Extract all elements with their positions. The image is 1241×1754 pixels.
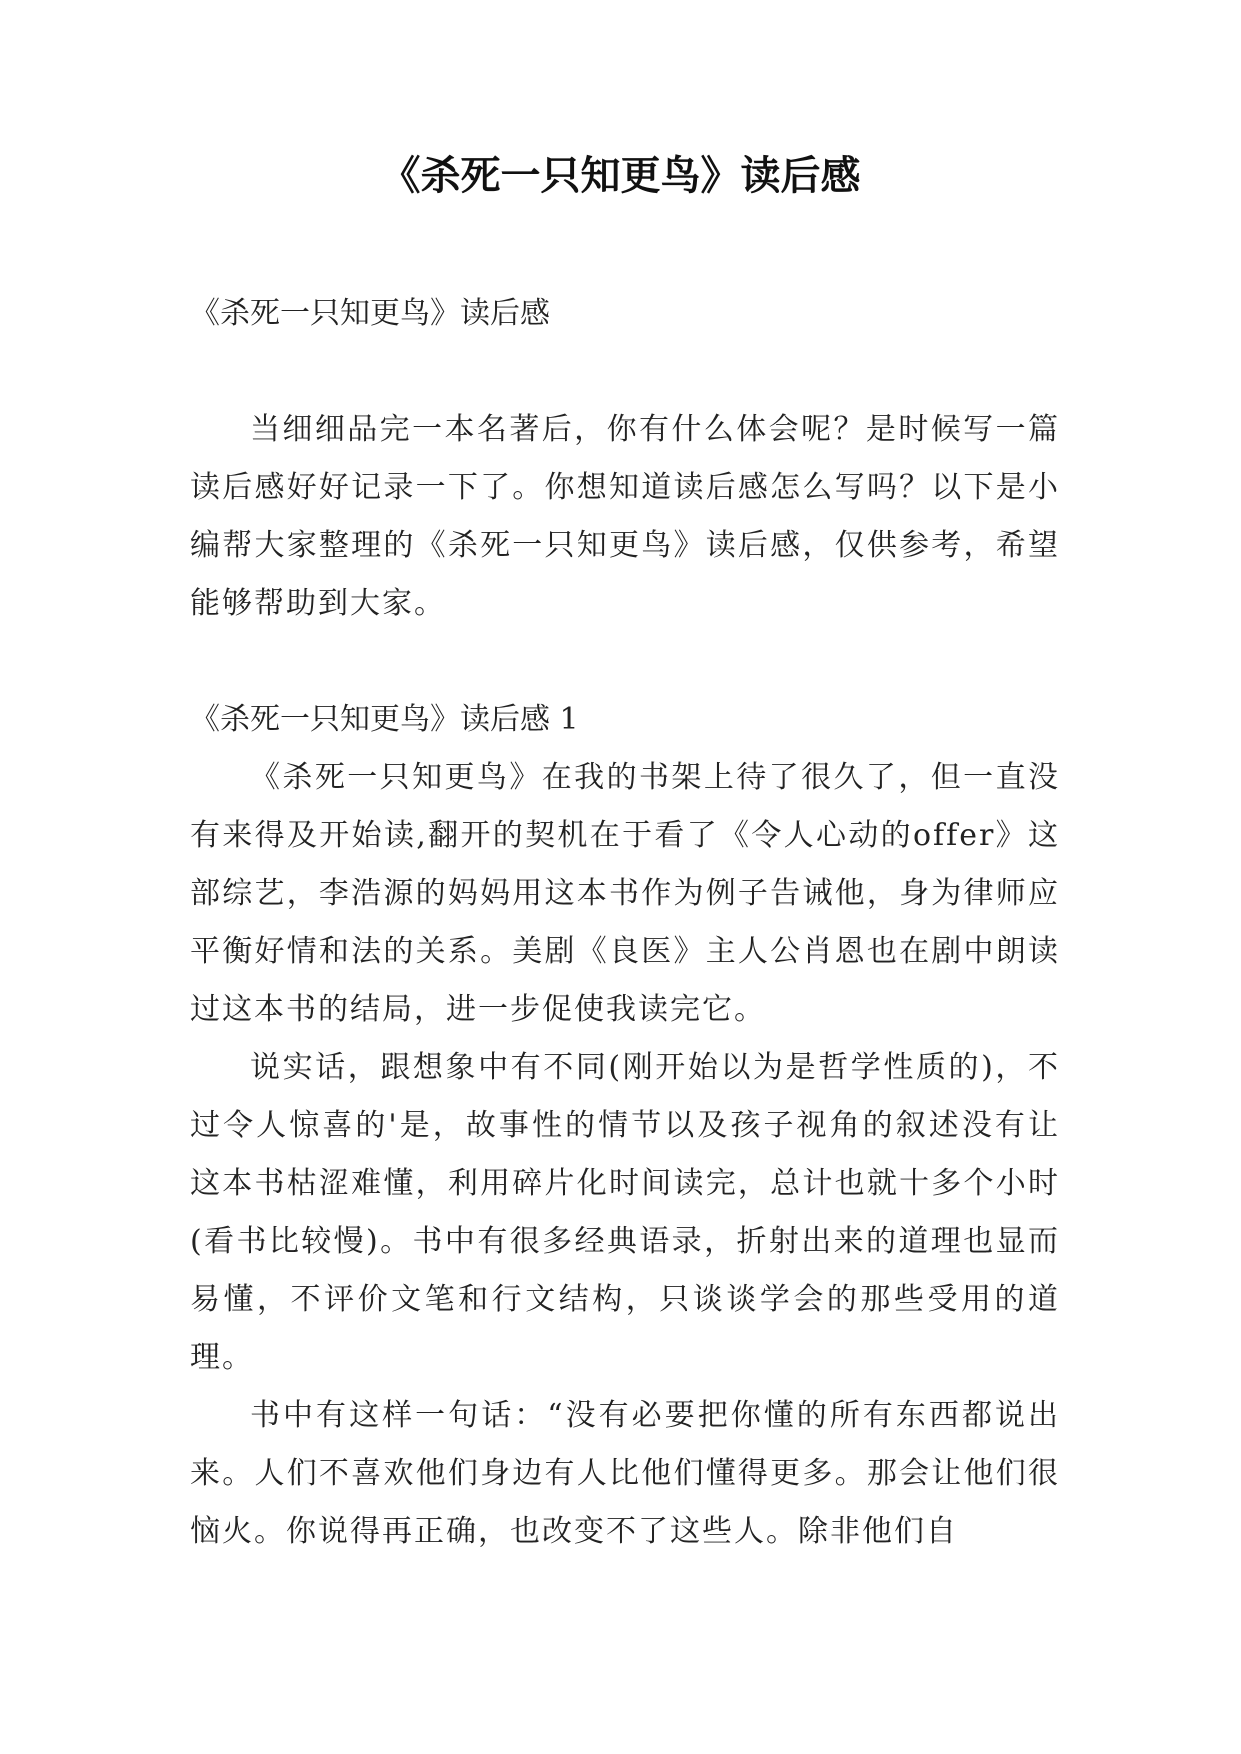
section-heading: 《杀死一只知更鸟》读后感 1: [190, 702, 579, 737]
body-paragraph: 《杀死一只知更鸟》在我的书架上待了很久了，但一直没有来得及开始读,翻开的契机在于看了《令人心动的offer》这部综艺，李浩源的妈妈用这本书作为例子告诫他，身为律师应平衡好情和法的关系。美剧《良医》主人公肖恩也在剧中朗读过这本书的结局，进一步促使我读完它。: [190, 760, 1060, 1027]
intro-paragraph: 当细细品完一本名著后，你有什么体会呢？是时候写一篇读后感好好记录一下了。你想知道读后感怎么写吗？以下是小编帮大家整理的《杀死一只知更鸟》读后感，仅供参考，希望能够帮助到大家。: [190, 412, 1060, 621]
document-subtitle: 《杀死一只知更鸟》读后感: [190, 296, 550, 331]
spacer: [190, 343, 1060, 401]
document-body: [190, 285, 1060, 1561]
body-paragraph: 说实话，跟想象中有不同(刚开始以为是哲学性质的)，不过令人惊喜的'是，故事性的情节以及孩子视角的叙述没有让这本书枯涩难懂，利用碎片化时间读完，总计也就十多个小时(看书比较慢)。书中有很多经典语录，折射出来的道理也显而易懂，不评价文笔和行文结构，只谈谈学会的那些受用的道理。: [190, 1050, 1060, 1375]
body-paragraph: 书中有这样一句话：“没有必要把你懂的所有东西都说出来。人们不喜欢他们身边有人比他们懂得更多。那会让他们很恼火。你说得再正确，也改变不了这些人。除非他们自: [190, 1398, 1060, 1549]
spacer: [190, 633, 1060, 691]
document-title: 《杀死一只知更鸟》读后感: [380, 153, 861, 199]
